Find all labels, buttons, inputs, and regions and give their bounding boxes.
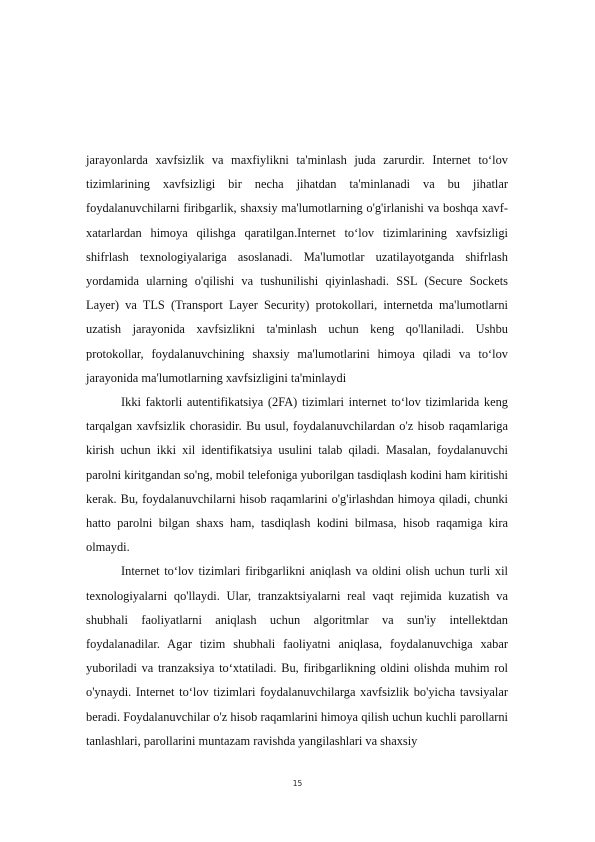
paragraph-continuation: jarayonlarda xavfsizlik va maxfiylikni ta'minlash juda zarurdir. Internet to‘lov tizimlarining xavfsizligi bir necha jihatdan ta'minlanadi va bu jihatlar foydalanuvchilarni firibgarlik, shaxsiy ma'lumotlarning o'g'irlanishi va boshqa xavf-xatarlardan himoya qilishga qaratilgan.Internet to‘lov tizimlarining xavfsizligi shifrlash texnologiyalariga asoslanadi. Ma'lumotlar uzatilayotganda shifrlash yordamida ularning o'qilishi va tushunilishi qiyinlashadi. SSL (Secure Sockets Layer) va TLS (Transport Layer Security) protokollari, internetda ma'lumotlarni uzatish jarayonida xavfsizlikni ta'minlash uchun keng qo'llaniladi. Ushbu protokollar, foydalanuvchining shaxsiy ma'lumotlarini himoya qiladi va to‘lov jarayonida ma'lumotlarning xavfsizligini ta'minlaydi — [86, 153, 508, 385]
paragraph-fraud-detection: Internet to‘lov tizimlari firibgarlikni aniqlash va oldini olish uchun turli xil texnologiyalarni qo'llaydi. Ular, tranzaktsiyalarni real vaqt rejimida kuzatish va shubhali faoliyatlarni aniqlash uchun algoritmlar va sun'iy intellektdan foydalanadilar. Agar tizim shubhali faoliyatni aniqlasa, foydalanuvchiga xabar yuboriladi va tranzaksiya to‘xtatiladi. Bu, firibgarlikning oldini olishda muhim rol o'ynaydi. Internet to‘lov tizimlari foydalanuvchilarga xavfsizlik bo'yicha tavsiyalar beradi. Foydalanuvchilar o'z hisob raqamlarini himoya qilish uchun kuchli parollarni tanlashlari, parollarini muntazam ravishda yangilashlari va shaxsiy — [86, 564, 508, 748]
body-text — [86, 148, 508, 753]
paragraph-two-factor-auth: Ikki faktorli autentifikatsiya (2FA) tizimlari internet to‘lov tizimlarida keng tarqalgan xavfsizlik chorasidir. Bu usul, foydalanuvchilardan o'z hisob raqamlariga kirish uchun ikki xil identifikatsiya usulini talab qiladi. Masalan, foydalanuvchi parolni kiritgandan so'ng, mobil telefoniga yuborilgan tasdiqlash kodini ham kiritishi kerak. Bu, foydalanuvchilarni hisob raqamlarini o'g'irlashdan himoya qiladi, chunki hatto parolni bilgan shaxs ham, tasdiqlash kodini bilmasa, hisob raqamiga kira olmaydi. — [86, 395, 508, 555]
page-number: 15 — [292, 779, 303, 788]
